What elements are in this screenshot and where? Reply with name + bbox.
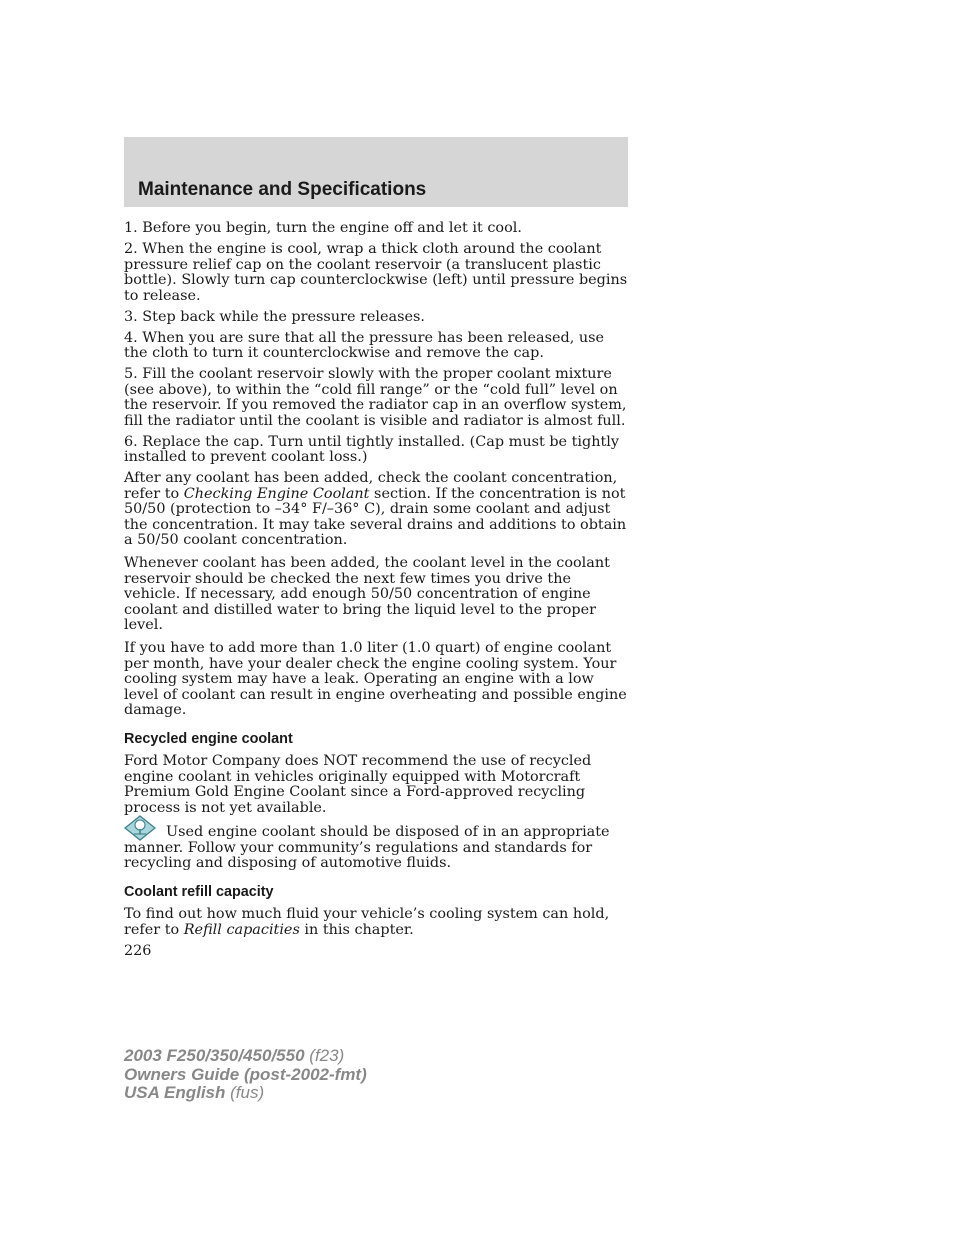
step-4: 4. When you are sure that all the pressure has been released, use the cloth to turn it counterclockwise and remove the cap. bbox=[124, 329, 605, 361]
recycled-coolant-heading: Recycled engine coolant bbox=[124, 730, 293, 747]
refill-capacity-heading: Coolant refill capacity bbox=[124, 883, 274, 900]
footer-language-line: USA English (fus) bbox=[124, 1083, 265, 1102]
step-6: 6. Replace the cap. Turn until tightly installed. (Cap must be tightly installed to prevent coolant loss.) bbox=[124, 433, 620, 465]
environment-note: Used engine coolant should be disposed of in an appropriate manner. Follow your community’s regulations and standards for recycling and disposing of automotive fluids. bbox=[124, 825, 628, 872]
section-title: Maintenance and Specifications bbox=[138, 179, 427, 200]
footer-guide-line: Owners Guide (post-2002-fmt) bbox=[124, 1064, 367, 1084]
refill-capacities-ref: Refill capacities bbox=[183, 921, 300, 938]
refill-capacity-paragraph: To find out how much fluid your vehicle’s cooling system can hold, refer to Refill capacities in this chapter. bbox=[124, 906, 610, 938]
more-than-paragraph: If you have to add more than 1.0 liter (1.0 quart) of engine coolant per month, have your dealer check the engine cooling system. Your cooling system may have a leak. Operating an engine with a low level of coolant can result in engine overheating and possible engine damage. bbox=[124, 640, 627, 718]
step-5: 5. Fill the coolant reservoir slowly with the proper coolant mixture (see above), to within the “cold fill range” or the “cold full” level on the reservoir. If you removed the radiator cap in an overflow system, fill the radiator until the coolant is visible and radiator is almost full. bbox=[124, 366, 627, 429]
page-content bbox=[124, 221, 628, 965]
step-2: 2. When the engine is cool, wrap a thick cloth around the coolant pressure relief cap on the coolant reservoir (a translucent plastic bottle). Slowly turn cap counterclockwise (left) until pressure begins to release. bbox=[124, 241, 628, 304]
coolant-concentration-paragraph: After any coolant has been added, check the coolant concentration, refer to Checking Engine Coolant section. If the concentration is not 50/50 (protection to –34° F/–36° C), drain some coolant and adjust the concentration. It may take several drains and additions to obtain a 50/50 coolant concentration. bbox=[124, 470, 627, 548]
page-number: 226 bbox=[124, 942, 152, 959]
recycled-coolant-paragraph: Ford Motor Company does NOT recommend the use of recycled engine coolant in vehicles originally equipped with Motorcraft Premium Gold Engine Coolant since a Ford-approved recycling process is not yet available. bbox=[124, 753, 592, 816]
checking-engine-coolant-ref: Checking Engine Coolant bbox=[183, 485, 370, 502]
section-header-band bbox=[124, 137, 628, 207]
document-footer bbox=[124, 1047, 367, 1103]
whenever-paragraph: Whenever coolant has been added, the coolant level in the coolant reservoir should be checked the next few times you drive the vehicle. If necessary, add enough 50/50 concentration of engine coolant and distilled water to bring the liquid level to the proper level. bbox=[124, 555, 610, 633]
step-3: 3. Step back while the pressure releases. bbox=[124, 308, 425, 325]
footer-model-line: 2003 F250/350/450/550 (f23) bbox=[124, 1046, 345, 1065]
environment-tree-icon bbox=[124, 815, 156, 843]
step-1: 1. Before you begin, turn the engine off and let it cool. bbox=[124, 220, 522, 236]
